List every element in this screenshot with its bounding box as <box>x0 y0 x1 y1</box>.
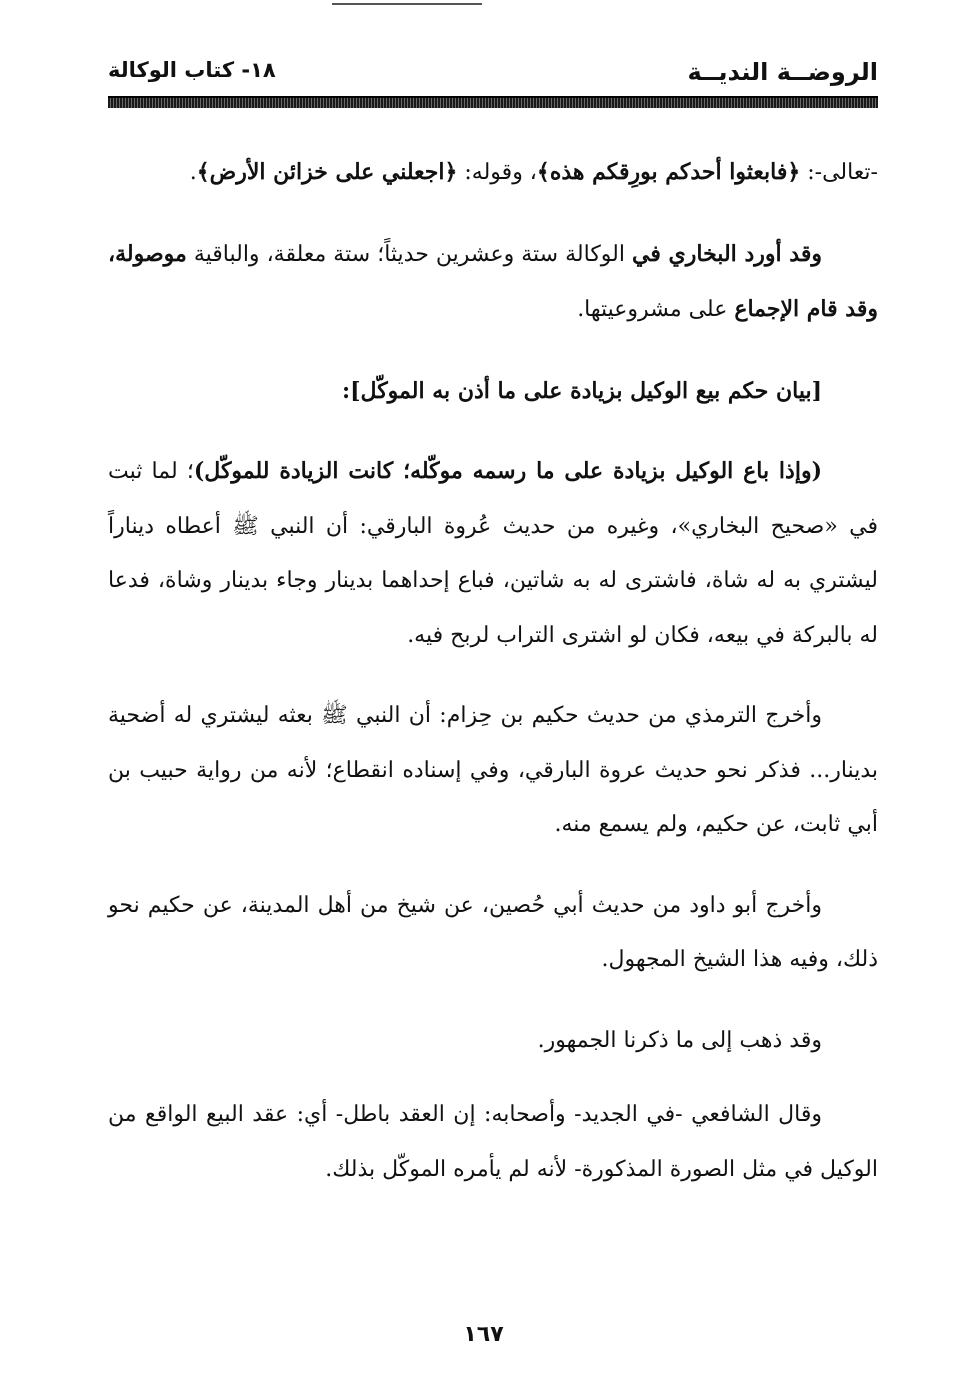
text-run: ؛ لما ثبت في «صحيح البخاري»، وغيره من حديث عُروة البارقي: أن النبي ﷺ أعطاه ديناراً ليشتري به له شاة، فاشترى له به شاتين، فباع إحداهما بدينار وجاء بدينار وشاة، فدعا له بالبركة في بيعه، فكان لو اشترى التراب لربح فيه. <box>108 459 878 648</box>
paragraph-abu-dawud: وأخرج أبو داود من حديث أبي حُصين، عن شيخ من أهل المدينة، عن حكيم نحو ذلك، وفيه هذا الشيخ المجهول. <box>108 892 878 972</box>
text-run-bold: وقد أورد البخاري في <box>632 240 822 267</box>
page-header <box>108 58 878 92</box>
text-run: الوكالة ستة وعشرين حديثاً؛ ستة معلقة، والباقية <box>186 241 633 267</box>
paragraph-bukhari-count <box>108 227 878 338</box>
text-run: -تعالى-: <box>800 160 878 185</box>
paragraph-ruling <box>108 444 878 663</box>
paragraph-shafii: وقال الشافعي -في الجديد- وأصحابه: إن العقد باطل- أي: عقد البيع الواقع من الوكيل في مثل الصورة المذكورة- لأنه لم يأمره الموكّل بذلك. <box>108 1102 878 1182</box>
paragraph-jumhur: وقد ذهب إلى ما ذكرنا الجمهور. <box>537 1027 822 1053</box>
header-chapter-title: ١٨- كتاب الوكالة <box>108 58 276 82</box>
quran-verse-2: ﴿اجعلني على خزائن الأرض﴾ <box>196 159 458 185</box>
text-run: . <box>189 160 197 185</box>
scan-edge-line <box>332 3 482 5</box>
paragraph-tirmidhi: وأخرج الترمذي من حديث حكيم بن حِزام: أن النبي ﷺ بعثه ليشتري له أضحية بدينار... فذكر نحو حديث عروة البارقي، وفي إسناده انقطاع؛ لأنه من رواية حبيب بن أبي ثابت، عن حكيم، ولم يسمع منه. <box>108 703 878 837</box>
page-body <box>108 145 878 1223</box>
page-number: ١٦٧ <box>463 1322 504 1347</box>
text-run: ، وقوله: <box>457 160 537 185</box>
text-run: على مشروعيتها. <box>577 297 735 322</box>
section-heading: [بيان حكم بيع الوكيل بزيادة على ما أذن به الموكّل]: <box>342 377 822 404</box>
header-book-title: الروضــة النديــة <box>687 58 878 86</box>
header-rule <box>108 96 878 108</box>
text-run-bold: موصولة، وقد قام الإجماع <box>108 240 878 322</box>
paragraph-quran-verses <box>108 145 878 201</box>
matn-text: (وإذا باع الوكيل بزيادة على ما رسمه موكّله؛ كانت الزيادة للموكّل) <box>193 458 822 484</box>
quran-verse-1: ﴿فابعثوا أحدكم بورِقكم هذه﴾ <box>536 159 801 185</box>
